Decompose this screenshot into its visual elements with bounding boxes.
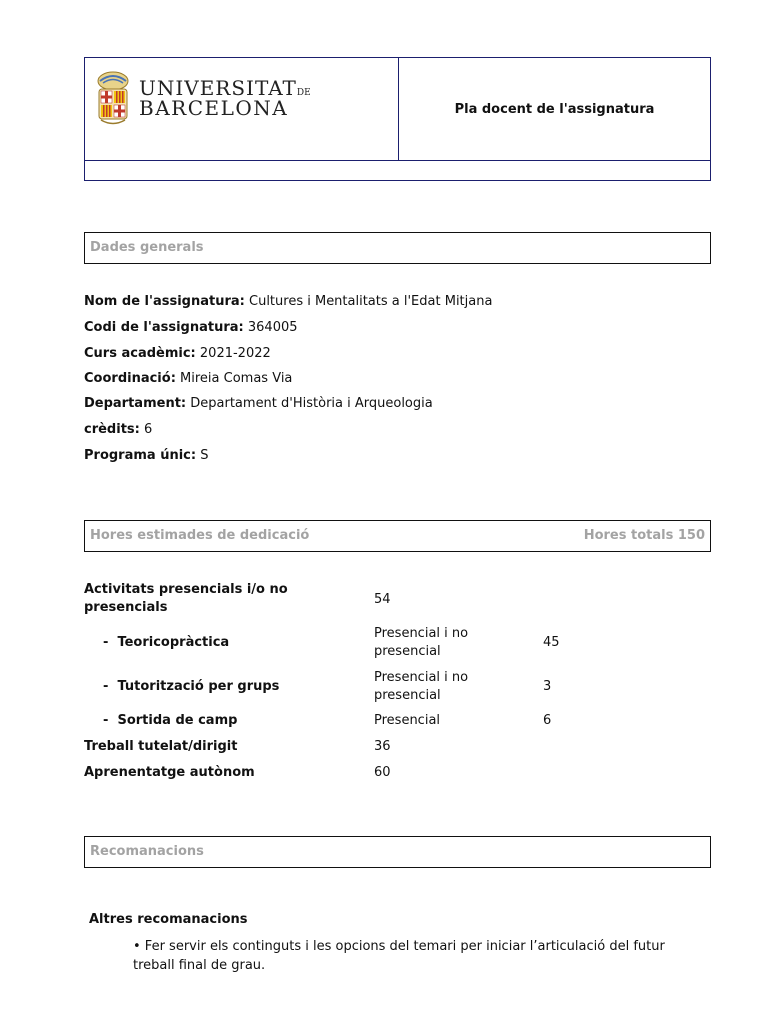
logo-wordmark-bottom: BARCELONA xyxy=(139,96,289,120)
hours-activity: - Teoricopràctica xyxy=(103,635,230,650)
document-header xyxy=(84,57,711,181)
section-title: Hores estimades de dedicació xyxy=(90,528,310,543)
hours-value: 6 xyxy=(543,713,552,728)
field-credits: crèdits: 6 xyxy=(84,422,153,437)
hours-value: 36 xyxy=(374,739,391,754)
field-academic-year: Curs acadèmic: 2021-2022 xyxy=(84,346,271,361)
hours-type: Presencial i no presencial xyxy=(374,670,469,703)
recommendations-subtitle: Altres recomanacions xyxy=(89,912,248,927)
field-department: Departament: Departament d'Història i Arqueologia xyxy=(84,396,433,411)
logo-wordmark-top: UNIVERSITATDE xyxy=(139,76,311,100)
logo-cell xyxy=(85,58,399,161)
hours-type: Presencial i no presencial xyxy=(374,626,469,659)
hours-activity: Treball tutelat/dirigit xyxy=(84,739,238,754)
recommendation-item: • Fer servir els continguts i les opcions del temari per iniciar l’articulació del futur treball final de grau. xyxy=(133,939,665,973)
field-coordination: Coordinació: Mireia Comas Via xyxy=(84,371,293,386)
hours-activity: Activitats presencials i/o no presencials xyxy=(84,582,288,615)
university-shield-icon xyxy=(96,71,130,127)
section-recommendations xyxy=(84,836,711,868)
section-general-data xyxy=(84,232,711,264)
field-single-program: Programa únic: S xyxy=(84,448,209,463)
field-subject-code: Codi de l'assignatura: 364005 xyxy=(84,320,298,335)
section-title: Recomanacions xyxy=(90,844,204,859)
hours-value: 3 xyxy=(543,679,552,694)
section-estimated-hours xyxy=(84,520,711,552)
total-hours: Hores totals 150 xyxy=(583,528,705,543)
hours-type: Presencial xyxy=(374,713,441,728)
document-title: Pla docent de l'assignatura xyxy=(399,58,710,161)
hours-activity: - Sortida de camp xyxy=(103,713,238,728)
hours-value: 54 xyxy=(374,592,391,607)
section-title: Dades generals xyxy=(90,240,204,255)
hours-activity: Aprenentatge autònom xyxy=(84,765,255,780)
hours-value: 45 xyxy=(543,635,560,650)
hours-activity: - Tutorització per grups xyxy=(103,679,280,694)
hours-value: 60 xyxy=(374,765,391,780)
field-subject-name: Nom de l'assignatura: Cultures i Mentalitats a l'Edat Mitjana xyxy=(84,294,493,309)
